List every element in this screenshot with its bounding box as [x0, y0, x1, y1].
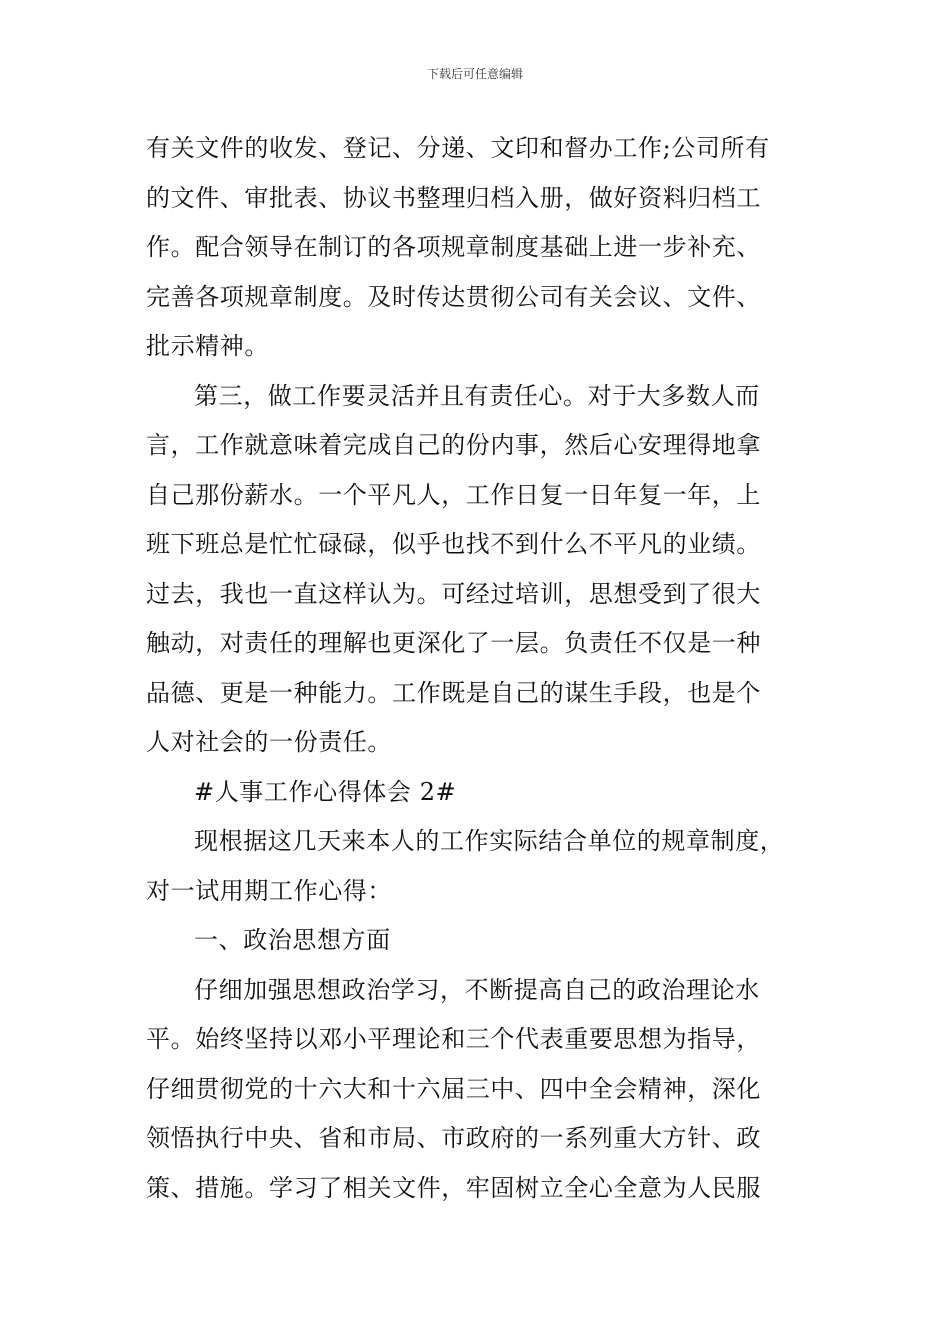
paragraph-start-line: 第三，做工作要灵活并且有责任心。对于大多数人而: [194, 381, 760, 410]
text-line: 完善各项规章制度。及时传达贯彻公司有关会议、文件、: [146, 282, 761, 311]
text-line: 的文件、审批表、协议书整理归档入册，做好资料归档工: [146, 183, 761, 212]
paragraph-start-line: 仔细加强思想政治学习，不断提高自己的政治理论水: [194, 975, 760, 1004]
paragraph-start-line: 现根据这几天来本人的工作实际结合单位的规章制度，: [194, 827, 785, 855]
page-header-note: 下载后可任意编辑: [426, 67, 523, 81]
text-line: 仔细贯彻党的十六大和十六届三中、四中全会精神，深化: [146, 1074, 761, 1103]
text-line: 有关文件的收发、登记、分递、文印和督办工作;公司所有: [146, 134, 770, 162]
text-line: 班下班总是忙忙碌碌，似乎也找不到什么不平凡的业绩。: [146, 530, 761, 558]
text-line: 平。始终坚持以邓小平理论和三个代表重要思想为指导，: [146, 1025, 761, 1053]
section-heading: #人事工作心得体会 2#: [194, 777, 457, 806]
document-body: [146, 124, 826, 1213]
subsection-heading: 一、政治思想方面: [194, 926, 391, 954]
text-line: 品德、更是一种能力。工作既是自己的谋生手段，也是个: [146, 678, 761, 707]
text-line: 对一试用期工作心得：: [146, 876, 392, 905]
text-line: 自己那份薪水。一个平凡人，工作日复一日年复一年，上: [146, 480, 761, 509]
text-line: 过去，我也一直这样认为。可经过培训，思想受到了很大: [146, 579, 761, 608]
text-line: 触动，对责任的理解也更深化了一层。负责任不仅是一种: [146, 629, 761, 657]
text-line: 领悟执行中央、省和市局、市政府的一系列重大方针、政: [146, 1124, 761, 1152]
text-line: 人对社会的一份责任。: [146, 728, 392, 756]
text-line: 作。配合领导在制订的各项规章制度基础上进一步补充、: [146, 233, 761, 261]
text-line: 策、措施。学习了相关文件，牢固树立全心全意为人民服: [146, 1173, 761, 1202]
text-line: 言，工作就意味着完成自己的份内事，然后心安理得地拿: [146, 431, 761, 459]
text-line: 批示精神。: [146, 332, 269, 360]
